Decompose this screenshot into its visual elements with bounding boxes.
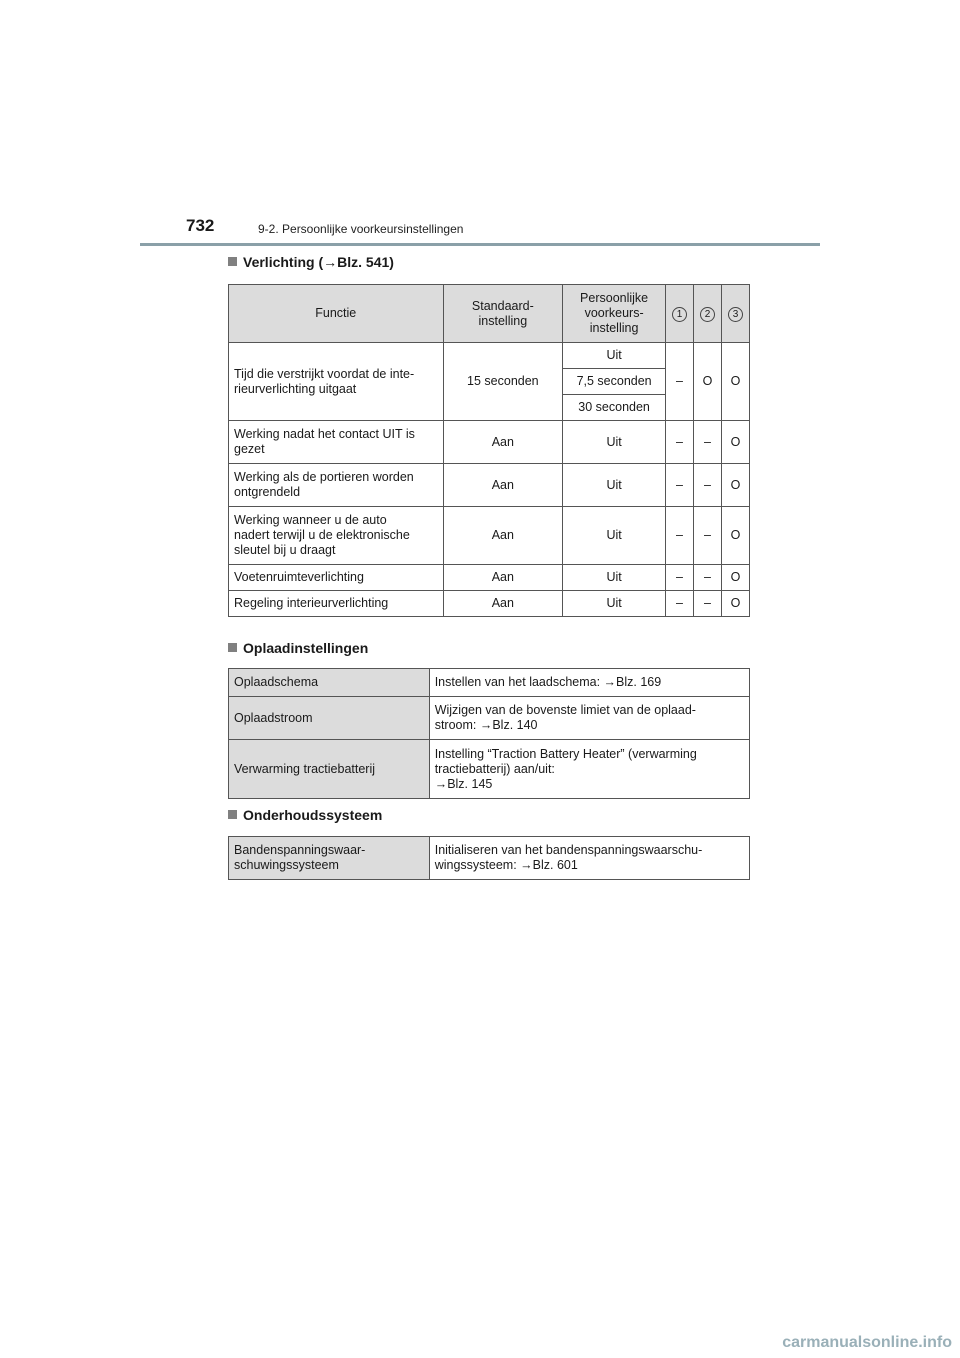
cell-label: Oplaadstroom [229, 697, 430, 740]
col-header-1 [666, 285, 694, 343]
watermark: carmanualsonline.info [782, 1334, 952, 1351]
bullet-square-icon [228, 257, 237, 266]
cell-c2: – [694, 421, 722, 464]
cell-c1: – [666, 507, 694, 565]
cell-option: 30 seconden [563, 395, 666, 421]
header-rule [140, 243, 820, 246]
section-title: 9-2. Persoonlijke voorkeursinstellingen [258, 222, 464, 236]
cell-desc: Instellen van het laadschema: →Blz. 169 [429, 669, 749, 697]
cell-c1: – [666, 464, 694, 507]
cell-std: Aan [443, 565, 563, 591]
verlichting-table [228, 284, 750, 617]
cell-c3: O [721, 565, 749, 591]
heading-verlichting [228, 254, 394, 270]
cell-desc: Initialiseren van het bandenspanningswaarschu- wingssysteem: →Blz. 601 [429, 837, 749, 880]
cell-label: Bandenspanningswaar- schuwingssysteem [229, 837, 430, 880]
col-header-standaard: Standaard- instelling [443, 285, 563, 343]
cell-option: Uit [563, 343, 666, 369]
cell-c2: – [694, 507, 722, 565]
cell-std: Aan [443, 464, 563, 507]
cell-c2: – [694, 565, 722, 591]
cell-c2: – [694, 464, 722, 507]
cell-func: Werking als de portieren worden ontgrendeld [229, 464, 444, 507]
cell-option: Uit [563, 591, 666, 617]
cell-func: Werking wanneer u de auto nadert terwijl u de elektronische sleutel bij u draagt [229, 507, 444, 565]
circled-3-icon: 3 [728, 307, 743, 322]
cell-c3: O [721, 464, 749, 507]
cell-c3: O [721, 343, 749, 421]
cell-std: Aan [443, 591, 563, 617]
cell-func: Regeling interieurverlichting [229, 591, 444, 617]
cell-func: Tijd die verstrijkt voordat de inte- rieurverlichting uitgaat [229, 343, 444, 421]
cell-c1: – [666, 591, 694, 617]
cell-option: Uit [563, 507, 666, 565]
cell-label: Verwarming tractiebatterij [229, 740, 430, 799]
cell-c1: – [666, 343, 694, 421]
cell-c2: O [694, 343, 722, 421]
cell-desc: Wijzigen van de bovenste limiet van de oplaad- stroom: →Blz. 140 [429, 697, 749, 740]
cell-c3: O [721, 421, 749, 464]
heading-text: Oplaadinstellingen [243, 640, 369, 656]
cell-label: Oplaadschema [229, 669, 430, 697]
heading-text: Onderhoudssysteem [243, 807, 383, 823]
heading-onderhoud [228, 807, 382, 823]
cell-c1: – [666, 421, 694, 464]
circled-1-icon: 1 [672, 307, 687, 322]
col-header-functie: Functie [229, 285, 444, 343]
opladen-table [228, 668, 750, 799]
heading-opladen [228, 640, 368, 656]
cell-c1: – [666, 565, 694, 591]
cell-std: 15 seconden [443, 343, 563, 421]
cell-desc: Instelling “Traction Battery Heater” (verwarming tractiebatterij) aan/uit: →Blz. 145 [429, 740, 749, 799]
col-header-2 [694, 285, 722, 343]
cell-option: 7,5 seconden [563, 369, 666, 395]
cell-std: Aan [443, 421, 563, 464]
cell-option: Uit [563, 565, 666, 591]
heading-text: Verlichting (→Blz. 541) [243, 254, 394, 270]
col-header-persoonlijk: Persoonlijke voorkeurs- instelling [563, 285, 666, 343]
cell-c2: – [694, 591, 722, 617]
col-header-3 [721, 285, 749, 343]
cell-option: Uit [563, 421, 666, 464]
cell-c3: O [721, 507, 749, 565]
bullet-square-icon [228, 643, 237, 652]
cell-option: Uit [563, 464, 666, 507]
cell-func: Voetenruimteverlichting [229, 565, 444, 591]
cell-std: Aan [443, 507, 563, 565]
bullet-square-icon [228, 810, 237, 819]
cell-c3: O [721, 591, 749, 617]
page-number: 732 [186, 216, 215, 235]
onderhoud-table [228, 836, 750, 880]
cell-func: Werking nadat het contact UIT is gezet [229, 421, 444, 464]
circled-2-icon: 2 [700, 307, 715, 322]
